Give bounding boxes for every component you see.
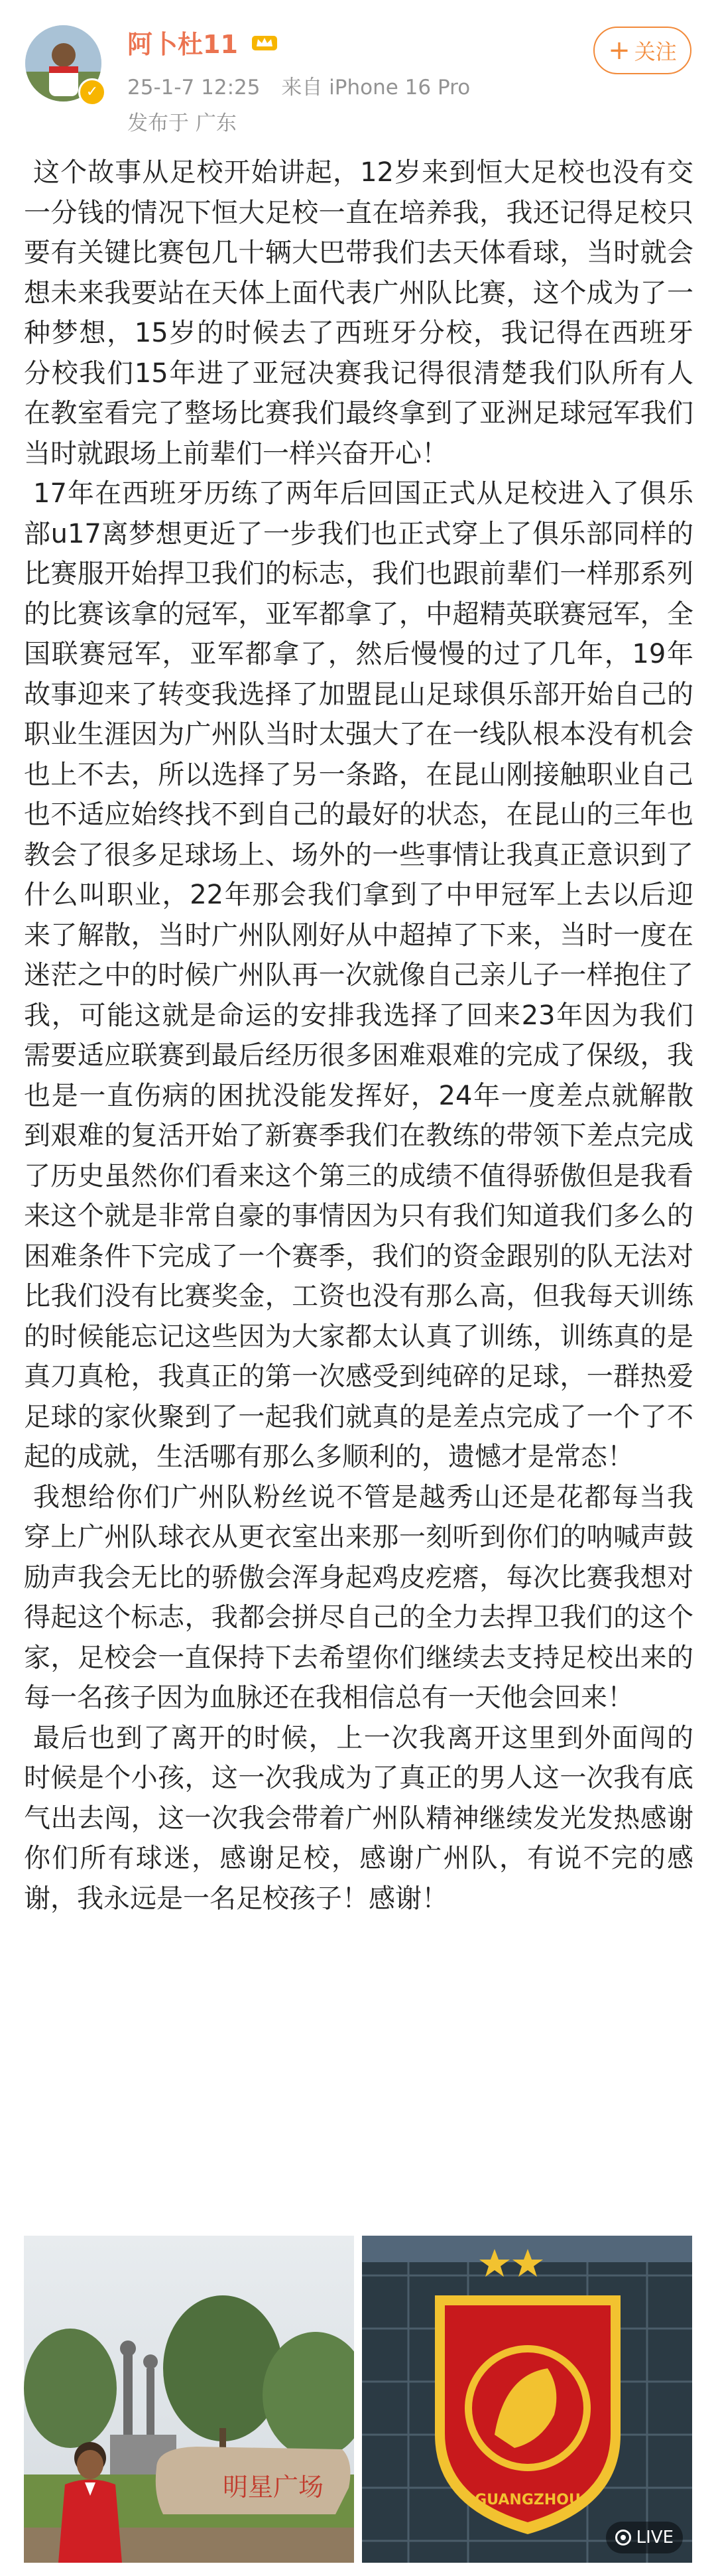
timestamp: 25-1-7 12:25 xyxy=(127,76,261,100)
post-location: 发布于 广东 xyxy=(127,111,237,135)
post-meta xyxy=(127,70,485,100)
paragraph: 17年在西班牙历练了两年后回国正式从足校进入了俱乐部u17离梦想更近了一步我们也正式穿上了俱乐部同样的比赛服开始捍卫我们的标志，我们也跟前辈们一样那系列的比赛该拿的冠军，亚军都拿了，中超精英联赛冠军，全国联赛冠军，亚军都拿了，然后慢慢的过了几年，19年故事迎来了转变我选择了加盟昆山足球俱乐部开始自己的职业生涯因为广州队当时太强大了在一线队根本没有机会也上不去，所以选择了另一条路，在昆山刚接触职业自己也不适应始终找不到自己的最好的状态，在昆山的三年也教会了很多足球场上、场外的一些事情让我真正意识到了什么叫职业，22年那会我们拿到了中甲冠军上去以后迎来了解散，当时广州队刚好从中超掉了下来，当时一度在迷茫之中的时候广州队再一次就像自己亲儿子一样抱住了我，可能这就是命运的安排我选择了回来23年因为我们需要适应联赛到最后经历很多困难艰难的完成了保级，我也是一直伤病的困扰没能发挥好，24年一度差点就解散到艰难的复活开始了新赛季我们在教练的带领下差点完成了历史虽然你们看来这个第三的成绩不值得骄傲但是我看来这个就是非常自豪的事情因为只有我们知道我们多么的困难条件下完成了一个赛季，我们的资金跟别的队无法对比我们没有比赛奖金，工资也没有那么高，但我每天训练的时候能忘记这些因为大家都太认真了训练，训练真的是真刀真枪，我真正的第一次感受到纯碎的足球，一群热爱足球的家伙聚到了一起我们就真的是差点完成了一个了不起的成就，生活哪有那么多顺利的，遗憾才是常态！ xyxy=(24,478,693,1472)
post-header xyxy=(0,0,716,149)
live-photo-badge[interactable] xyxy=(606,2522,683,2553)
live-label: LIVE xyxy=(636,2528,674,2547)
paragraph: 这个故事从足校开始讲起，12岁来到恒大足校也没有交一分钱的情况下恒大足校一直在培养我，我还记得足校只要有关键比赛包几十辆大巴带我们去天体看球，当时就会想未来我要站在天体上面代表广州队比赛，这个成为了一种梦想，15岁的时候去了西班牙分校，我记得在西班牙分校我们15年进了亚冠决赛我记得很清楚我们队所有人在教室看完了整场比赛我们最终拿到了亚洲足球冠军我们当时就跟场上前辈们一样兴奋开心！ xyxy=(24,157,693,469)
post-body xyxy=(24,153,693,1919)
plaza-photo xyxy=(24,2236,354,2563)
plaza-sign-text: 明星广场 xyxy=(223,2473,324,2502)
follow-label: 关注 xyxy=(634,39,677,64)
image-grid xyxy=(24,2236,692,2563)
paragraph: 最后也到了离开的时候，上一次我离开这里到外面闯的时候是个小孩，这一次我成为了真正的男人这一次我有底气出去闯，这一次我会带着广州队精神继续发光发热感谢你们所有球迷，感谢足校，感谢广州队，有说不完的感谢，我永远是一名足校孩子！感谢！ xyxy=(24,1722,693,1914)
photo-boy-at-plaza[interactable] xyxy=(24,2236,354,2563)
paragraph: 我想给你们广州队粉丝说不管是越秀山还是花都每当我穿上广州队球衣从更衣室出来那一刻听到你们的呐喊声鼓励声我会无比的骄傲会浑身起鸡皮疙瘩，每次比赛我想对得起这个标志，我都会拼尽自己的全力去捍卫我们的这个家，足校会一直保持下去希望你们继续去支持足校出来的每一名孩子因为血脉还在我相信总有一天他会回来！ xyxy=(24,1481,693,1713)
crest-photo xyxy=(362,2236,692,2563)
live-icon xyxy=(615,2530,631,2545)
photo-club-crest-wall[interactable] xyxy=(362,2236,692,2563)
verified-badge-icon: ✓ xyxy=(78,78,106,106)
crown-vip-icon xyxy=(251,29,278,52)
username[interactable]: 阿卜杜11 xyxy=(127,30,238,59)
plus-icon: + xyxy=(608,35,630,66)
crest-text: GUANGZHOU xyxy=(475,2492,581,2508)
source-device: 来自 iPhone 16 Pro xyxy=(281,76,471,100)
follow-button[interactable] xyxy=(593,27,691,74)
